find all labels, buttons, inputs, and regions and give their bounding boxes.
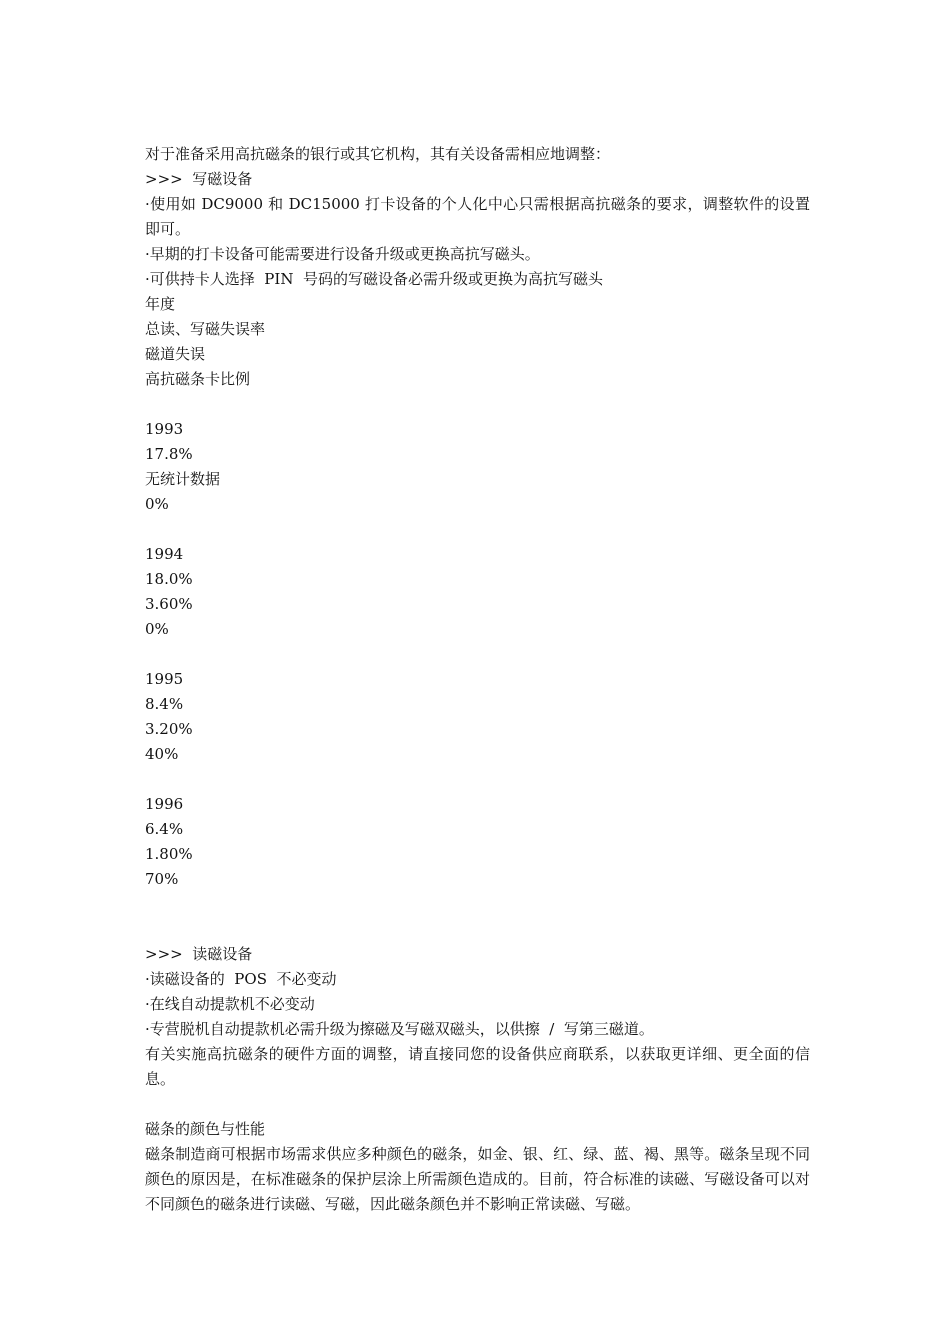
spacer	[145, 392, 810, 417]
row-hico-ratio: 40%	[145, 745, 179, 763]
header-track-error: 磁道失误	[145, 345, 206, 363]
document-page	[145, 142, 810, 1217]
table-row-1994	[145, 542, 810, 642]
table-headers	[145, 292, 810, 392]
header-year: 年度	[145, 295, 176, 313]
row-hico-ratio: 70%	[145, 870, 179, 888]
row-total-error-rate: 17.8%	[145, 445, 193, 463]
table-row-1995	[145, 667, 810, 767]
row-hico-ratio: 0%	[145, 620, 169, 638]
row-track-error: 无统计数据	[145, 470, 221, 488]
table-row-1996	[145, 792, 810, 892]
table-row-1993	[145, 417, 810, 517]
spacer	[145, 1092, 810, 1117]
row-year: 1995	[145, 670, 184, 688]
write-item-3: ·可供持卡人选择 PIN 号码的写磁设备必需升级或更换为高抗写磁头	[145, 270, 603, 288]
row-total-error-rate: 6.4%	[145, 820, 184, 838]
row-year: 1993	[145, 420, 184, 438]
read-item-1: ·读磁设备的 POS 不必变动	[145, 970, 337, 988]
color-section-body: 磁条制造商可根据市场需求供应多种颜色的磁条，如金、银、红、绿、蓝、褐、黑等。磁条呈现不同颜色的原因是，在标准磁条的保护层涂上所需颜色造成的。目前，符合标准的读磁、写磁设备可以对不同颜色的磁条进行读磁、写磁，因此磁条颜色并不影响正常读磁、写磁。	[145, 1145, 810, 1213]
row-track-error: 3.60%	[145, 595, 193, 613]
spacer	[145, 892, 810, 942]
color-section	[145, 1117, 810, 1217]
read-section-note: 有关实施高抗磁条的硬件方面的调整，请直接同您的设备供应商联系，以获取更详细、更全面的信息。	[145, 1045, 810, 1088]
row-year: 1996	[145, 795, 184, 813]
read-item-3: ·专营脱机自动提款机必需升级为擦磁及写磁双磁头，以供擦 / 写第三磁道。	[145, 1020, 654, 1038]
spacer	[145, 517, 810, 542]
row-total-error-rate: 8.4%	[145, 695, 184, 713]
header-hico-ratio: 高抗磁条卡比例	[145, 370, 251, 388]
read-item-2: ·在线自动提款机不必变动	[145, 995, 315, 1013]
row-track-error: 1.80%	[145, 845, 193, 863]
row-track-error: 3.20%	[145, 720, 193, 738]
write-item-1: ·使用如 DC9000 和 DC15000 打卡设备的个人化中心只需根据高抗磁条的要求，调整软件的设置即可。	[145, 195, 810, 238]
intro-text: 对于准备采用高抗磁条的银行或其它机构，其有关设备需相应地调整：	[145, 145, 611, 163]
row-hico-ratio: 0%	[145, 495, 169, 513]
write-section	[145, 167, 810, 292]
spacer	[145, 767, 810, 792]
read-section	[145, 942, 810, 1092]
read-section-heading: >>> 读磁设备	[145, 945, 253, 963]
color-section-title: 磁条的颜色与性能	[145, 1120, 266, 1138]
row-year: 1994	[145, 545, 184, 563]
header-total-error-rate: 总读、写磁失误率	[145, 320, 266, 338]
spacer	[145, 642, 810, 667]
row-total-error-rate: 18.0%	[145, 570, 193, 588]
write-item-2: ·早期的打卡设备可能需要进行设备升级或更换高抗写磁头。	[145, 245, 540, 263]
write-section-heading: >>> 写磁设备	[145, 170, 253, 188]
